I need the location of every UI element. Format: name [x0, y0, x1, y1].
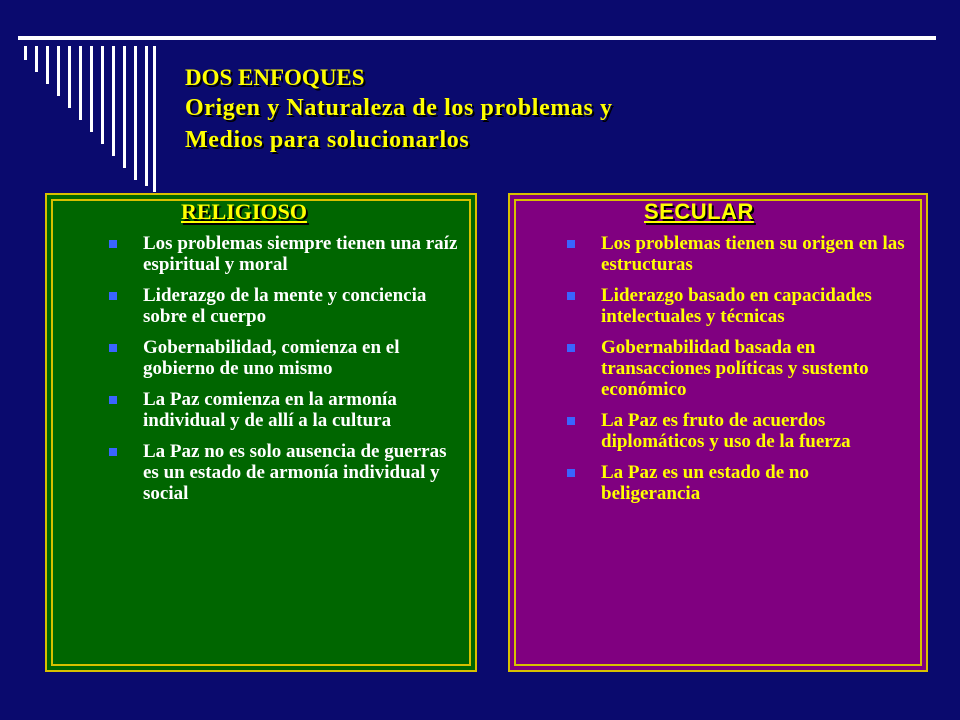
list-item: La Paz comienza en la armonía individual y de allí a la cultura	[109, 389, 461, 431]
secular-list	[567, 233, 911, 514]
title-line-2: Origen y Naturaleza de los problemas y	[185, 95, 613, 121]
religioso-heading: RELIGIOSO	[181, 199, 307, 224]
religioso-list	[109, 233, 461, 514]
decorative-bar	[112, 46, 115, 156]
slide-title	[185, 64, 885, 156]
list-item: Liderazgo de la mente y conciencia sobre el cuerpo	[109, 285, 461, 327]
square-bullet-icon	[567, 292, 575, 300]
list-item: La Paz no es solo ausencia de guerras es un estado de armonía individual y social	[109, 441, 461, 504]
decorative-bar	[101, 46, 104, 144]
list-item: La Paz es un estado de no beligerancia	[567, 462, 911, 504]
title-line-1: DOS ENFOQUES	[185, 65, 365, 90]
decorative-bar	[153, 46, 156, 192]
list-item: La Paz es fruto de acuerdos diplomáticos y uso de la fuerza	[567, 410, 911, 452]
decorative-bar	[57, 46, 60, 96]
decorative-bar	[79, 46, 82, 120]
decorative-bar	[35, 46, 38, 72]
decorative-bar	[46, 46, 49, 84]
square-bullet-icon	[567, 344, 575, 352]
square-bullet-icon	[109, 448, 117, 456]
list-item: Los problemas siempre tienen una raíz espiritual y moral	[109, 233, 461, 275]
list-item: Liderazgo basado en capacidades intelectuales y técnicas	[567, 285, 911, 327]
decorative-bar	[24, 46, 27, 60]
title-line-3: Medios para solucionarlos	[185, 127, 470, 153]
secular-heading: SECULAR	[644, 199, 754, 224]
list-item: Gobernabilidad, comienza en el gobierno de uno mismo	[109, 337, 461, 379]
top-decorative-rule	[18, 36, 936, 40]
secular-panel	[508, 193, 928, 672]
square-bullet-icon	[109, 240, 117, 248]
list-item: Los problemas tienen su origen en las estructuras	[567, 233, 911, 275]
religioso-panel	[45, 193, 477, 672]
square-bullet-icon	[567, 469, 575, 477]
square-bullet-icon	[109, 292, 117, 300]
decorative-bar	[90, 46, 93, 132]
square-bullet-icon	[109, 344, 117, 352]
list-item: Gobernabilidad basada en transacciones políticas y sustento económico	[567, 337, 911, 400]
decorative-bar	[123, 46, 126, 168]
decorative-bar	[145, 46, 148, 186]
square-bullet-icon	[109, 396, 117, 404]
decorative-bar	[134, 46, 137, 180]
decorative-bar	[68, 46, 71, 108]
square-bullet-icon	[567, 240, 575, 248]
square-bullet-icon	[567, 417, 575, 425]
